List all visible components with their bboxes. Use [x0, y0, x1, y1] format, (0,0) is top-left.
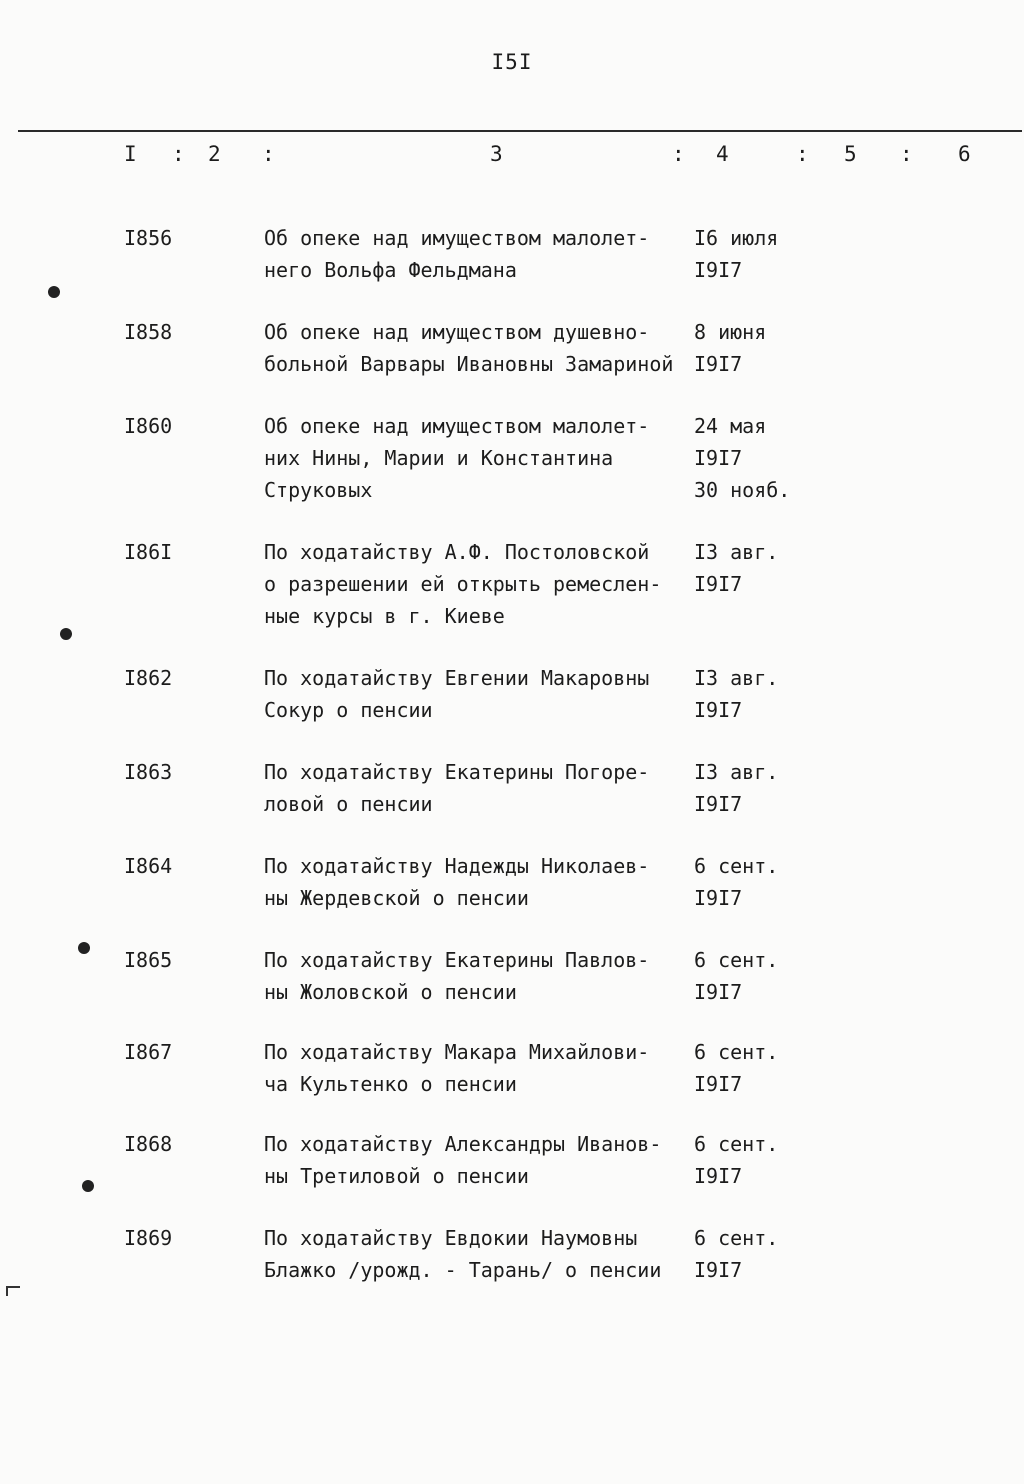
- entry-date: 6 сент. I9I7: [694, 1132, 779, 1188]
- entry-title: Об опеке над имуществом душевно- больной Варвары Ивановны Замариной: [264, 320, 674, 376]
- page-number: I5I: [491, 50, 533, 74]
- entry-number: I863: [124, 760, 173, 784]
- entry-number: I86I: [124, 540, 173, 564]
- column-header-6: 6: [958, 142, 971, 166]
- column-header-row: [0, 142, 1024, 172]
- entry-date: 6 сент. I9I7: [694, 948, 779, 1004]
- entry-title: По ходатайству Екатерины Павлов- ны Жоловской о пенсии: [264, 948, 650, 1004]
- column-header-2: 2: [208, 142, 221, 166]
- entry-number: I868: [124, 1132, 173, 1156]
- entry-title: По ходатайству А.Ф. Постоловской о разрешении ей открыть ремеслен- ные курсы в г. Киеве: [264, 540, 662, 628]
- entry-date: I3 авг. I9I7: [694, 540, 779, 596]
- entry-date: I6 июля I9I7: [694, 226, 779, 282]
- entry-number: I869: [124, 1226, 173, 1250]
- punch-hole-mark: [48, 286, 60, 298]
- column-header-5: 5: [844, 142, 857, 166]
- entry-number: I864: [124, 854, 173, 878]
- punch-hole-mark: [82, 1180, 94, 1192]
- entry-title: По ходатайству Евгении Макаровны Сокур о пенсии: [264, 666, 650, 722]
- entry-title: Об опеке над имуществом малолет- него Вольфа Фельдмана: [264, 226, 650, 282]
- margin-mark: [6, 1286, 8, 1296]
- entry-date: I3 авг. I9I7: [694, 760, 779, 816]
- entry-date: 24 мая I9I7 30 нояб.: [694, 414, 791, 502]
- entry-date: 6 сент. I9I7: [694, 1040, 779, 1096]
- entry-number: I858: [124, 320, 173, 344]
- column-separator-1: :: [172, 142, 185, 166]
- entry-number: I865: [124, 948, 173, 972]
- entry-number: I856: [124, 226, 173, 250]
- header-rule: [18, 130, 1022, 132]
- margin-mark: [6, 1286, 20, 1288]
- entry-title: По ходатайству Евдокии Наумовны Блажко /урожд. - Тарань/ о пенсии: [264, 1226, 662, 1282]
- entry-date: I3 авг. I9I7: [694, 666, 779, 722]
- entry-title: По ходатайству Макара Михайлови- ча Культенко о пенсии: [264, 1040, 650, 1096]
- entry-number: I862: [124, 666, 173, 690]
- column-separator-2: :: [262, 142, 275, 166]
- entry-title: Об опеке над имуществом малолет- них Нины, Марии и Константина Струковых: [264, 414, 650, 502]
- column-separator-4: :: [796, 142, 809, 166]
- entry-title: По ходатайству Александры Иванов- ны Третиловой о пенсии: [264, 1132, 662, 1188]
- entry-date: 8 июня I9I7: [694, 320, 767, 376]
- entry-title: По ходатайству Екатерины Погоре- ловой о пенсии: [264, 760, 650, 816]
- entry-date: 6 сент. I9I7: [694, 854, 779, 910]
- entry-number: I860: [124, 414, 173, 438]
- column-header-4: 4: [716, 142, 729, 166]
- punch-hole-mark: [60, 628, 72, 640]
- column-separator-3: :: [672, 142, 685, 166]
- column-header-3: 3: [490, 142, 503, 166]
- entry-number: I867: [124, 1040, 173, 1064]
- column-header-1: I: [124, 142, 137, 166]
- entry-date: 6 сент. I9I7: [694, 1226, 779, 1282]
- punch-hole-mark: [78, 942, 90, 954]
- entry-title: По ходатайству Надежды Николаев- ны Жердевской о пенсии: [264, 854, 650, 910]
- column-separator-5: :: [900, 142, 913, 166]
